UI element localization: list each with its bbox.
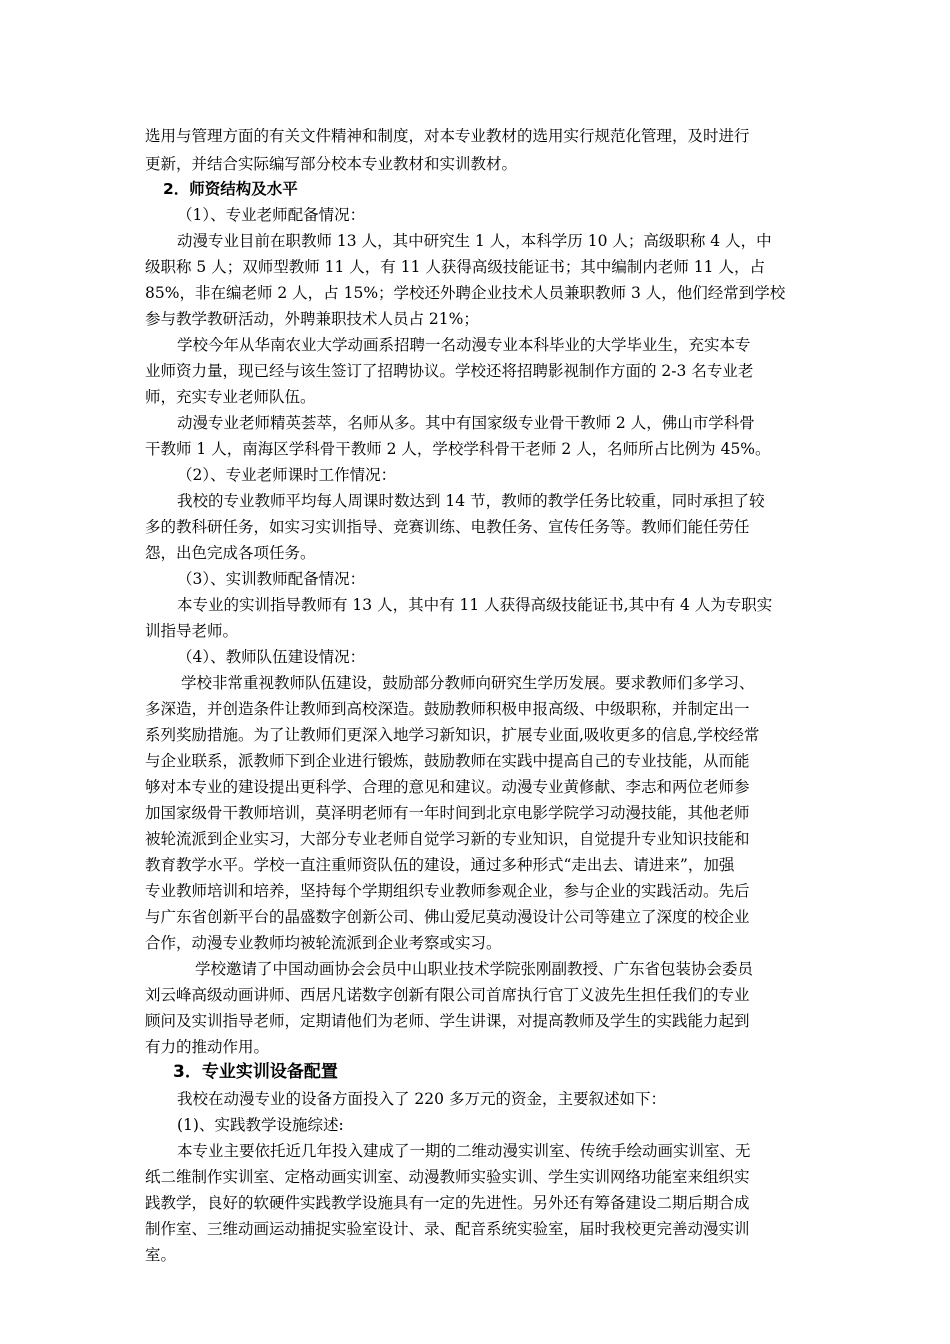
paragraph-line: 教育教学水平。学校一直注重师资队伍的建设，通过多种形式“走出去、请进来”，加强 — [145, 856, 735, 874]
paragraph-line: 够对本专业的建设提出更科学、合理的意见和建议。动漫专业黄修献、李志和两位老师参 — [145, 778, 750, 796]
paragraph-line: 动漫专业老师精英荟萃，名师从多。其中有国家级专业骨干教师 2 人，佛山市学科骨 — [177, 414, 755, 432]
paragraph-line: 本专业的实训指导教师有 13 人，其中有 11 人获得高级技能证书,其中有 4 人为专职实 — [177, 596, 773, 614]
paragraph-line: 更新，并结合实际编写部分校本专业教材和实训教材。 — [145, 155, 518, 173]
paragraph-line: 干教师 1 人，南海区学科骨干教师 2 人，学校学科骨干老师 2 人，名师所占比例为 45%。 — [145, 440, 771, 458]
paragraph-line: 顾问及实训指导老师，定期请他们为老师、学生讲课，对提高教师及学生的实践能力起到 — [145, 1012, 750, 1030]
paragraph-line: 选用与管理方面的有关文件精神和制度，对本专业教材的选用实行规范化管理，及时进行 — [145, 127, 750, 145]
paragraph-line: 85%，非在编老师 2 人，占 15%；学校还外聘企业技术人员兼职教师 3 人，他们经常到学校 — [145, 284, 786, 302]
paragraph-line: 学校非常重视教师队伍建设，鼓励部分教师向研究生学历发展。要求教师们多学习、 — [181, 674, 755, 692]
paragraph-line: 训指导老师。 — [145, 622, 239, 640]
paragraph-line: 多深造，并创造条件让教师到高校深造。鼓励教师积极申报高级、中级职称，并制定出一 — [145, 700, 750, 718]
paragraph-line: 业师资力量，现已经与该生签订了招聘协议。学校还将招聘影视制作方面的 2-3 名专业老 — [145, 362, 754, 380]
paragraph-line: 刘云峰高级动画讲师、西居凡诺数字创新有限公司首席执行官丁义波先生担任我们的专业 — [145, 986, 750, 1004]
paragraph-line: 室。 — [145, 1246, 177, 1264]
paragraph-line: 被轮流派到企业实习，大部分专业老师自觉学习新的专业知识，自觉提升专业知识技能和 — [145, 830, 750, 848]
subsection-heading: （1）、专业老师配备情况： — [177, 206, 366, 224]
paragraph-line: 加国家级骨干教师培训，莫泽明老师有一年时间到北京电影学院学习动漫技能，其他老师 — [145, 804, 750, 822]
paragraph-line: 践教学，良好的软硬件实践教学设施具有一定的先进性。另外还有筹备建设二期后期合成 — [145, 1194, 750, 1212]
section-heading: 3．专业实训设备配置 — [173, 1062, 338, 1082]
paragraph-line: 学校今年从华南农业大学动画系招聘一名动漫专业本科毕业的大学毕业生，充实本专 — [177, 336, 751, 354]
subsection-heading: （3）、实训教师配备情况： — [177, 570, 366, 588]
paragraph-line: 参与教学教研活动，外聘兼职技术人员占 21%； — [145, 310, 479, 328]
paragraph-line: 动漫专业目前在职教师 13 人，其中研究生 1 人，本科学历 10 人；高级职称 4 人，中 — [177, 232, 772, 250]
paragraph-line: 级职称 5 人；双师型教师 11 人，有 11 人获得高级技能证书；其中编制内老师 11 人，占 — [145, 258, 765, 276]
paragraph-line: 有力的推动作用。 — [145, 1038, 270, 1056]
paragraph-line: 学校邀请了中国动画协会会员中山职业技术学院张刚副教授、广东省包装协会委员 — [195, 960, 754, 978]
paragraph-line: 与广东省创新平台的晶盛数字创新公司、佛山爱尼莫动漫设计公司等建立了深度的校企业 — [145, 908, 750, 926]
subsection-heading: （4）、教师队伍建设情况： — [177, 648, 366, 666]
paragraph-line: 师，充实专业老师队伍。 — [145, 388, 316, 406]
paragraph-line: 怨，出色完成各项任务。 — [145, 544, 316, 562]
paragraph-line: 专业教师培训和培养，坚持每个学期组织专业教师参观企业，参与企业的实践活动。先后 — [145, 882, 750, 900]
paragraph-line: 我校在动漫专业的设备方面投入了 220 多万元的资金，主要叙述如下： — [177, 1090, 666, 1108]
subsection-heading: (1)、实践教学设施综述: — [177, 1116, 344, 1134]
paragraph-line: 我校的专业教师平均每人周课时数达到 14 节，教师的教学任务比较重，同时承担了较 — [177, 492, 765, 510]
paragraph-line: 本专业主要依托近几年投入建成了一期的二维动漫实训室、传统手绘动画实训室、无 — [177, 1142, 751, 1160]
paragraph-line: 与企业联系，派教师下到企业进行锻炼，鼓励教师在实践中提高自己的专业技能，从而能 — [145, 752, 750, 770]
paragraph-line: 系列奖励措施。为了让教师们更深入地学习新知识，扩展专业面,吸收更多的信息,学校经常 — [145, 726, 760, 744]
paragraph-line: 制作室、三维动画运动捕捉实验室设计、录、配音系统实验室，届时我校更完善动漫实训 — [145, 1220, 750, 1238]
paragraph-line: 合作，动漫专业教师均被轮流派到企业考察或实习。 — [145, 934, 502, 952]
subsection-heading: （2）、专业老师课时工作情况： — [177, 466, 397, 484]
paragraph-line: 多的教科研任务，如实习实训指导、竞赛训练、电教任务、宣传任务等。教师们能任劳任 — [145, 518, 750, 536]
paragraph-line: 纸二维制作实训室、定格动画实训室、动漫教师实验实训、学生实训网络功能室来组织实 — [145, 1168, 750, 1186]
section-heading: 2．师资结构及水平 — [163, 180, 298, 198]
